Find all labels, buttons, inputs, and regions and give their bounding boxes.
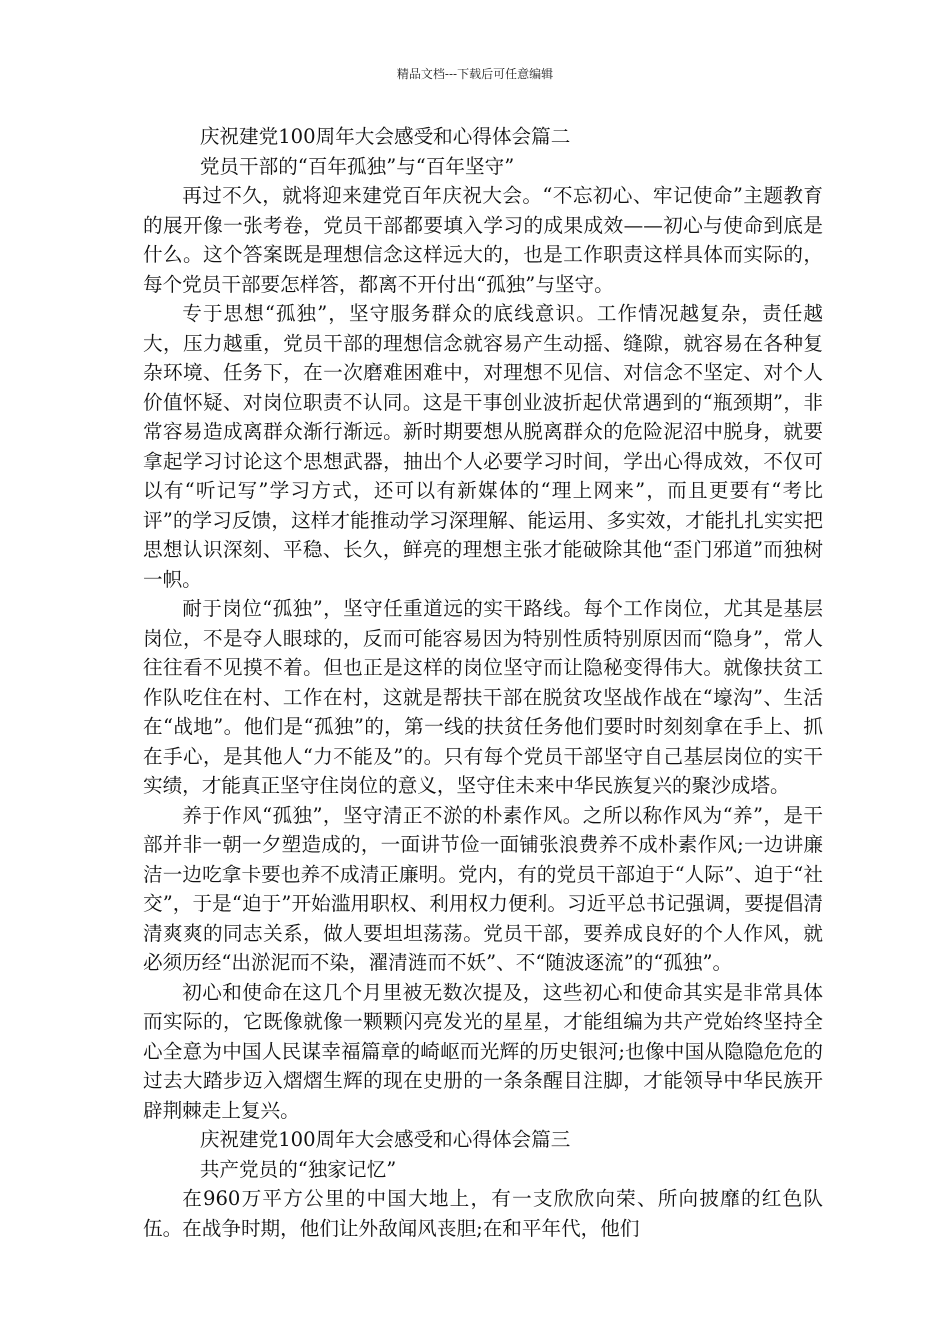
article-title-3: 共产党员的“独家记忆” bbox=[199, 1157, 397, 1181]
paragraph: 再过不久，就将迎来建党百年庆祝大会。“不忘初心、牢记使命”主题教育的展开像一张考卷，党员干部都要填入学习的成果成效——初心与使命到底是什么。这个答案既是理想信念这样远大的，也是工作职责这样具体而实际的，每个党员干部要怎样答，都离不开付出“孤独”与坚守。 bbox=[143, 184, 823, 296]
article-title-2: 党员干部的“百年孤独”与“百年坚守” bbox=[199, 154, 515, 178]
page-header: 精品文档---下载后可任意编辑 bbox=[396, 67, 554, 81]
section-title-2: 庆祝建党100周年大会感受和心得体会篇二 bbox=[199, 125, 571, 148]
section-title-3: 庆祝建党100周年大会感受和心得体会篇三 bbox=[199, 1128, 571, 1151]
paragraph: 养于作风“孤独”，坚守清正不淤的朴素作风。之所以称作风为“养”，是干部并非一朝一夕塑造成的，一面讲节俭一面铺张浪费养不成朴素作风;一边讲廉洁一边吃拿卡要也养不成清正廉明。党内，有的党员干部迫于“人际”、迫于“社交”，于是“迫于”开始滥用职权、利用权力便利。习近平总书记强调，要提倡清清爽爽的同志关系，做人要坦坦荡荡。党员干部，要养成良好的个人作风，就必须历经“出淤泥而不染，濯清涟而不妖”、不“随波逐流”的“孤独”。 bbox=[143, 803, 823, 974]
paragraph: 初心和使命在这几个月里被无数次提及，这些初心和使命其实是非常具体而实际的，它既像就像一颗颗闪亮发光的星星，才能组编为共产党始终坚持全心全意为中国人民谋幸福篇章的崎岖而光辉的历史银河;也像中国从隐隐危危的过去大踏步迈入熠熠生辉的现在史册的一条条醒目注脚，才能领导中华民族开辟荆棘走上复兴。 bbox=[143, 980, 823, 1122]
document-body bbox=[143, 122, 823, 1243]
paragraph: 耐于岗位“孤独”，坚守任重道远的实干路线。每个工作岗位，尤其是基层岗位，不是夺人眼球的，反而可能容易因为特别性质特别原因而“隐身”，常人往往看不见摸不着。但也正是这样的岗位坚守而让隐秘变得伟大。就像扶贫工作队吃住在村、工作在村，这就是帮扶干部在脱贫攻坚战作战在“壕沟”、生活在“战地”。他们是“孤独”的，第一线的扶贫任务他们要时时刻刻拿在手上、抓在手心，是其他人“力不能及”的。只有每个党员干部坚守自己基层岗位的实干实绩，才能真正坚守住岗位的意义，坚守住未来中华民族复兴的聚沙成塔。 bbox=[143, 597, 823, 797]
paragraph: 在960万平方公里的中国大地上，有一支欣欣向荣、所向披靡的红色队伍。在战争时期，他们让外敌闻风丧胆;在和平年代，他们 bbox=[143, 1187, 823, 1240]
paragraph: 专于思想“孤独”，坚守服务群众的底线意识。工作情况越复杂，责任越大，压力越重，党员干部的理想信念就容易产生动摇、缝隙，就容易在各种复杂环境、任务下，在一次磨难困难中，对理想不见信、对信念不坚定、对个人价值怀疑、对岗位职责不认同。这是干事创业波折起伏常遇到的“瓶颈期”，非常容易造成离群众渐行渐远。新时期要想从脱离群众的危险泥沼中脱身，就要拿起学习讨论这个思想武器，抽出个人必要学习时间，学出心得成效，不仅可以有“听记写”学习方式，还可以有新媒体的“理上网来”，而且更要有“考比评”的学习反馈，这样才能推动学习深理解、能运用、多实效，才能扎扎实实把思想认识深刻、平稳、长久，鲜亮的理想主张才能破除其他“歪门邪道”而独树一帜。 bbox=[143, 302, 823, 591]
